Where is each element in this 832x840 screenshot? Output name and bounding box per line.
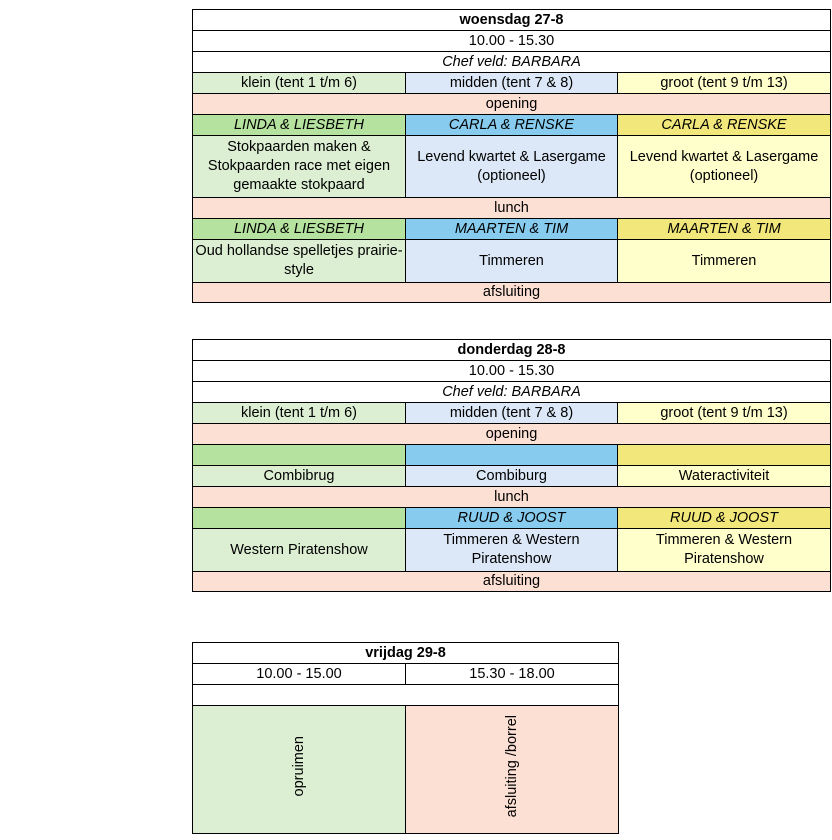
activity-klein: Combibrug xyxy=(193,466,406,487)
activity-groot: Timmeren & Western Piratenshow xyxy=(618,529,831,572)
activity-midden: Timmeren & Western Piratenshow xyxy=(406,529,618,572)
time-range-afternoon: 15.30 - 18.00 xyxy=(406,664,619,685)
day-title: vrijdag 29-8 xyxy=(193,643,619,664)
activity-midden: Combiburg xyxy=(406,466,618,487)
activity-opruimen xyxy=(193,706,406,834)
schedule-wednesday xyxy=(192,9,831,303)
day-title: woensdag 27-8 xyxy=(193,10,831,31)
time-range-morning: 10.00 - 15.00 xyxy=(193,664,406,685)
opening-row: opening xyxy=(193,424,831,445)
activity-groot: Timmeren xyxy=(618,240,831,283)
activity-klein: Stokpaarden maken & Stokpaarden race met eigen gemaakte stokpaard xyxy=(193,136,406,198)
time-range: 10.00 - 15.30 xyxy=(193,31,831,52)
leader-klein xyxy=(193,508,406,529)
activity-opruimen-label: opruimen xyxy=(290,736,307,797)
activity-afsluiting xyxy=(406,706,619,834)
closing-row: afsluiting xyxy=(193,572,831,592)
leader-klein xyxy=(193,445,406,466)
time-range: 10.00 - 15.30 xyxy=(193,361,831,382)
activity-midden: Timmeren xyxy=(406,240,618,283)
leader-groot: CARLA & RENSKE xyxy=(618,115,831,136)
group-midden: midden (tent 7 & 8) xyxy=(406,403,618,424)
leader-midden: CARLA & RENSKE xyxy=(406,115,618,136)
activity-klein: Western Piratenshow xyxy=(193,529,406,572)
activity-groot: Wateractiviteit xyxy=(618,466,831,487)
day-title: donderdag 28-8 xyxy=(193,340,831,361)
leader-klein: LINDA & LIESBETH xyxy=(193,219,406,240)
activity-groot: Levend kwartet & Lasergame (optioneel) xyxy=(618,136,831,198)
leader-groot xyxy=(618,445,831,466)
chef-veld: Chef veld: BARBARA xyxy=(193,382,831,403)
chef-veld: Chef veld: BARBARA xyxy=(193,52,831,73)
leader-groot: MAARTEN & TIM xyxy=(618,219,831,240)
group-groot: groot (tent 9 t/m 13) xyxy=(618,403,831,424)
leader-groot: RUUD & JOOST xyxy=(618,508,831,529)
leader-midden xyxy=(406,445,618,466)
group-klein: klein (tent 1 t/m 6) xyxy=(193,403,406,424)
leader-midden: MAARTEN & TIM xyxy=(406,219,618,240)
closing-row: afsluiting xyxy=(193,283,831,303)
leader-midden: RUUD & JOOST xyxy=(406,508,618,529)
lunch-row: lunch xyxy=(193,198,831,219)
lunch-row: lunch xyxy=(193,487,831,508)
schedule-friday xyxy=(192,642,619,834)
schedule-thursday xyxy=(192,339,831,592)
activity-klein: Oud hollandse spelletjes prairie-style xyxy=(193,240,406,283)
activity-midden: Levend kwartet & Lasergame (optioneel) xyxy=(406,136,618,198)
activity-afsluiting-label: afsluiting /borrel xyxy=(503,715,520,818)
leader-klein: LINDA & LIESBETH xyxy=(193,115,406,136)
group-klein: klein (tent 1 t/m 6) xyxy=(193,73,406,94)
empty-row xyxy=(193,685,619,706)
group-midden: midden (tent 7 & 8) xyxy=(406,73,618,94)
opening-row: opening xyxy=(193,94,831,115)
group-groot: groot (tent 9 t/m 13) xyxy=(618,73,831,94)
